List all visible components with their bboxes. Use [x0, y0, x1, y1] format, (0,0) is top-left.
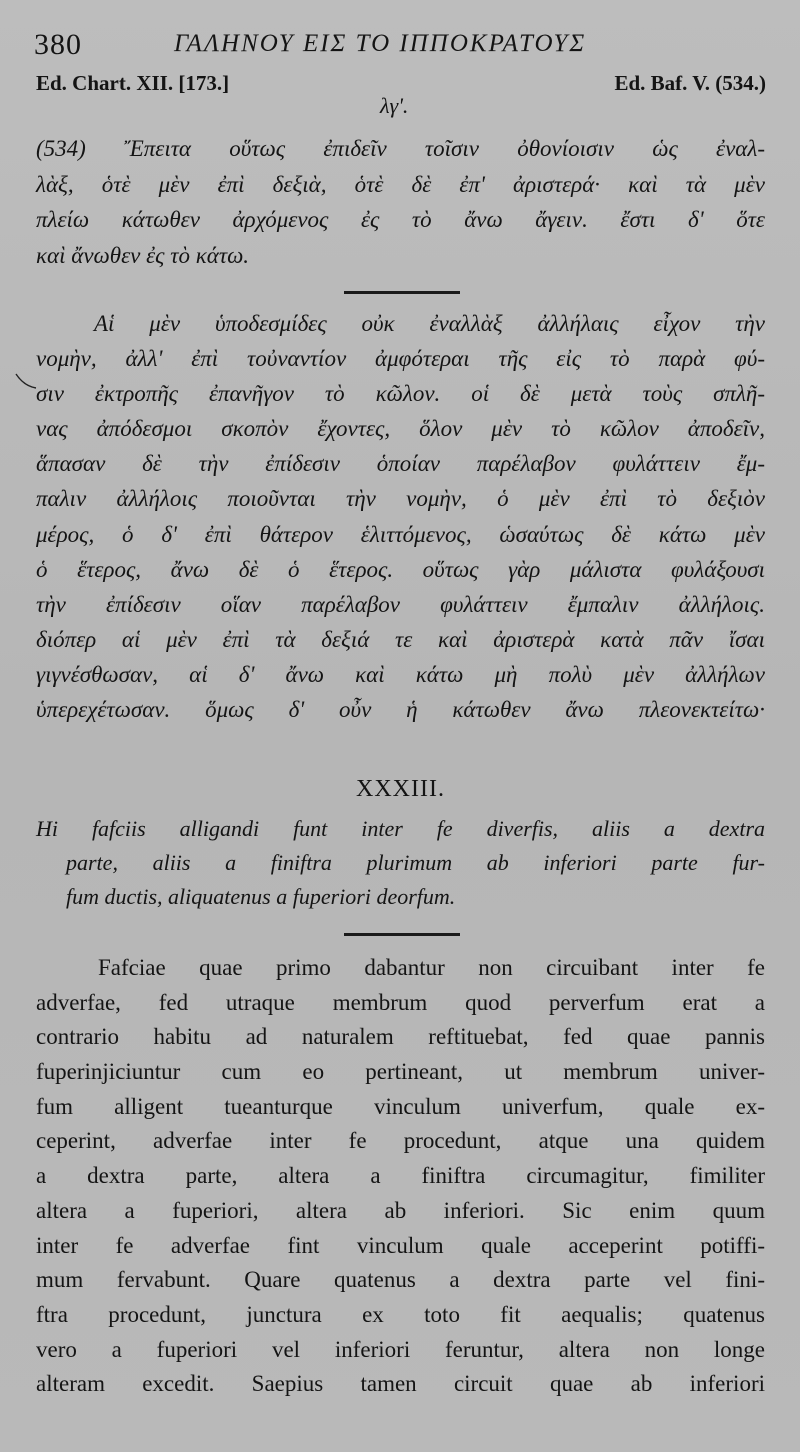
text-line: διόπερ αἱ μὲν ἐπὶ τὰ δεξιά τε καὶ ἀριστερὰ κατὰ πᾶν ἴσαι — [36, 626, 765, 652]
text-line: ceperint, adverfae inter fe procedunt, atque una quidem — [36, 1128, 765, 1154]
text-line: Hi fafciis alligandi funt inter fe diverfis, aliis a dextra — [36, 816, 765, 841]
text-line: τὴν ἐπίδεσιν οἵαν παρέλαβον φυλάττειν ἔμπαλιν ἀλλήλοις. — [36, 591, 765, 617]
latin-commentary — [36, 951, 765, 1402]
text-line: παλιν ἀλλήλοις ποιοῦνται τὴν νομὴν, ὁ μὲν ἐπὶ τὸ δεξιὸν — [36, 486, 765, 512]
text-line: fuperinjiciuntur cum eo pertineant, ut membrum univer- — [36, 1059, 765, 1085]
text-line: ἅπασαν δὲ τὴν ἐπίδεσιν ὁποίαν παρέλαβον φυλάττειν ἔμ- — [36, 451, 765, 477]
text-line: fum ductis, aliquatenus a fuperiori deorfum. — [66, 884, 456, 909]
text-line: μέρος, ὁ δ' ἐπὶ θάτερον ἑλιττόμενος, ὡσαύτως δὲ κάτω μὲν — [36, 521, 765, 547]
text-line: a dextra parte, altera a finiftra circumagitur, fimiliter — [36, 1163, 765, 1189]
text-line: ὁ ἕτερος, ἄνω δὲ ὁ ἕτερος. οὕτως γὰρ μάλιστα φυλάξουσι — [36, 556, 765, 582]
text-line: λὰξ, ὁτὲ μὲν ἐπὶ δεξιὰ, ὁτὲ δὲ ἐπ' ἀριστερά· καὶ τὰ μὲν — [36, 171, 765, 197]
section-divider — [344, 933, 460, 936]
text-line: vero a fuperiori vel inferiori feruntur, altera non longe — [36, 1336, 765, 1362]
text-line: fum alligent tueanturque vinculum univerfum, quale ex- — [36, 1093, 765, 1119]
edition-reference-left: Ed. Chart. XII. [173.] — [36, 71, 230, 95]
greek-lemma — [36, 131, 765, 273]
latin-lemma — [36, 812, 765, 914]
margin-mark — [14, 372, 38, 390]
text-line: σιν ἐκτροπῆς ἐπανῆγον τὸ κῶλον. οἱ δὲ μετὰ τοὺς σπλῆ- — [36, 381, 765, 407]
edition-reference-right: Ed. Baf. V. (534.) — [614, 71, 766, 95]
text-line: (534) Ἔπειτα οὕτως ἐπιδεῖν τοῖσιν ὀθονίοισιν ὡς ἐναλ- — [36, 136, 765, 161]
page-number: 380 — [34, 28, 82, 61]
text-line: adverfae, fed utraque membrum quod perverfum erat a — [36, 989, 765, 1015]
text-line: γιγνέσθωσαν, αἱ δ' ἄνω καὶ κάτω μὴ πολὺ μὲν ἀλλήλων — [36, 661, 765, 687]
text-line: altera a fuperiori, altera ab inferiori. Sic enim quum — [36, 1197, 765, 1223]
text-line: parte, aliis a finiftra plurimum ab inferiori parte fur- — [66, 850, 765, 875]
greek-section-number: λγ'. — [380, 93, 409, 118]
text-line: πλείω κάτωθεν ἀρχόμενος ἐς τὸ ἄνω ἄγειν. ἔστι δ' ὅτε — [36, 207, 765, 232]
text-line: καὶ ἄνωθεν ἐς τὸ κάτω. — [36, 242, 250, 268]
text-line: alteram excedit. Saepius tamen circuit quae ab inferiori — [36, 1371, 765, 1397]
text-line: mum fervabunt. Quare quatenus a dextra parte vel fini- — [36, 1267, 765, 1293]
running-title: ΓΑΛΗΝΟΥ ΕΙΣ ΤΟ ΙΠΠΟΚΡΑΤΟΥΣ — [174, 30, 587, 57]
text-line: νας ἀπόδεσμοι σκοπὸν ἔχοντες, ὅλον μὲν τὸ κῶλον ἀποδεῖν, — [36, 416, 765, 442]
text-line: contrario habitu ad naturalem reftituebat, fed quae pannis — [36, 1024, 765, 1050]
text-line: ftra procedunt, junctura ex toto fit aequalis; quatenus — [36, 1301, 765, 1327]
text-line: νομὴν, ἀλλ' ἐπὶ τοὐναντίον ἀμφότεραι τῆς εἰς τὸ παρὰ φύ- — [36, 346, 765, 372]
greek-commentary — [36, 306, 765, 727]
text-line: inter fe adverfae fint vinculum quale acceperint potiffi- — [36, 1232, 765, 1258]
text-line: ὑπερεχέτωσαν. ὅμως δ' οὖν ἡ κάτωθεν ἄνω πλεονεκτείτω· — [36, 697, 765, 723]
text-line: Αἱ μὲν ὑποδεσμίδες οὐκ ἐναλλὰξ ἀλλήλαις εἶχον τὴν — [94, 311, 765, 336]
section-divider — [344, 291, 460, 294]
text-line: Fafciae quae primo dabantur non circuibant inter fe — [98, 955, 765, 980]
latin-section-number: XXXIII. — [356, 776, 445, 802]
